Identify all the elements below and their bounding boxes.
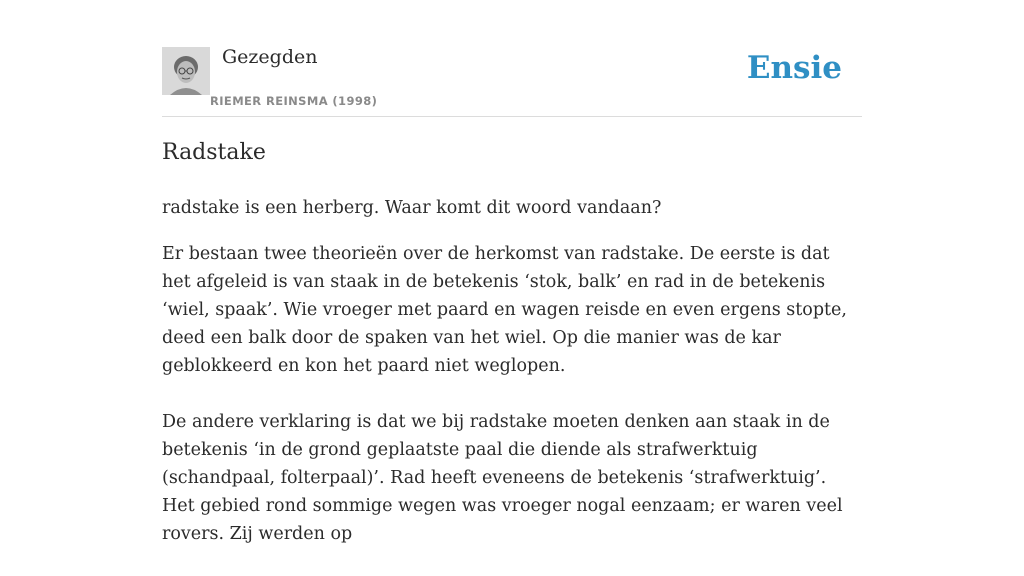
ensie-logo[interactable]: Ensie xyxy=(746,50,842,86)
page-header xyxy=(162,0,862,117)
author-portrait-icon xyxy=(162,47,210,95)
article-paragraph: Er bestaan twee theorieën over de herkomst van radstake. De eerste is dat het afgeleid is van staak in de betekenis ‘stok, balk’ en rad in de betekenis ‘wiel, spaak’. Wie vroeger met paard en wagen reisde en even ergens stopte, deed een balk door de spaken van het wiel. Op die manier was de kar geblokkeerd en kon het paard niet weglopen. xyxy=(162,244,847,376)
page-title: Radstake xyxy=(162,140,266,165)
article-question: radstake is een herberg. Waar komt dit woord vandaan? xyxy=(162,198,662,218)
author-avatar[interactable] xyxy=(162,47,210,95)
article-body xyxy=(162,240,862,576)
author-label: RIEMER REINSMA (1998) xyxy=(210,94,378,108)
page-container xyxy=(162,0,862,544)
collection-link[interactable]: Gezegden xyxy=(222,46,318,68)
article-paragraph: De andere verklaring is dat we bij radstake moeten denken aan staak in de betekenis ‘in de grond geplaatste paal die diende als strafwerktuig (schandpaal, folterpaal)’. Rad heeft eveneens de betekenis ‘strafwerktuig’. Het gebied rond sommige wegen was vroeger nogal eenzaam; er waren veel rovers. Zij werden op xyxy=(162,412,843,544)
